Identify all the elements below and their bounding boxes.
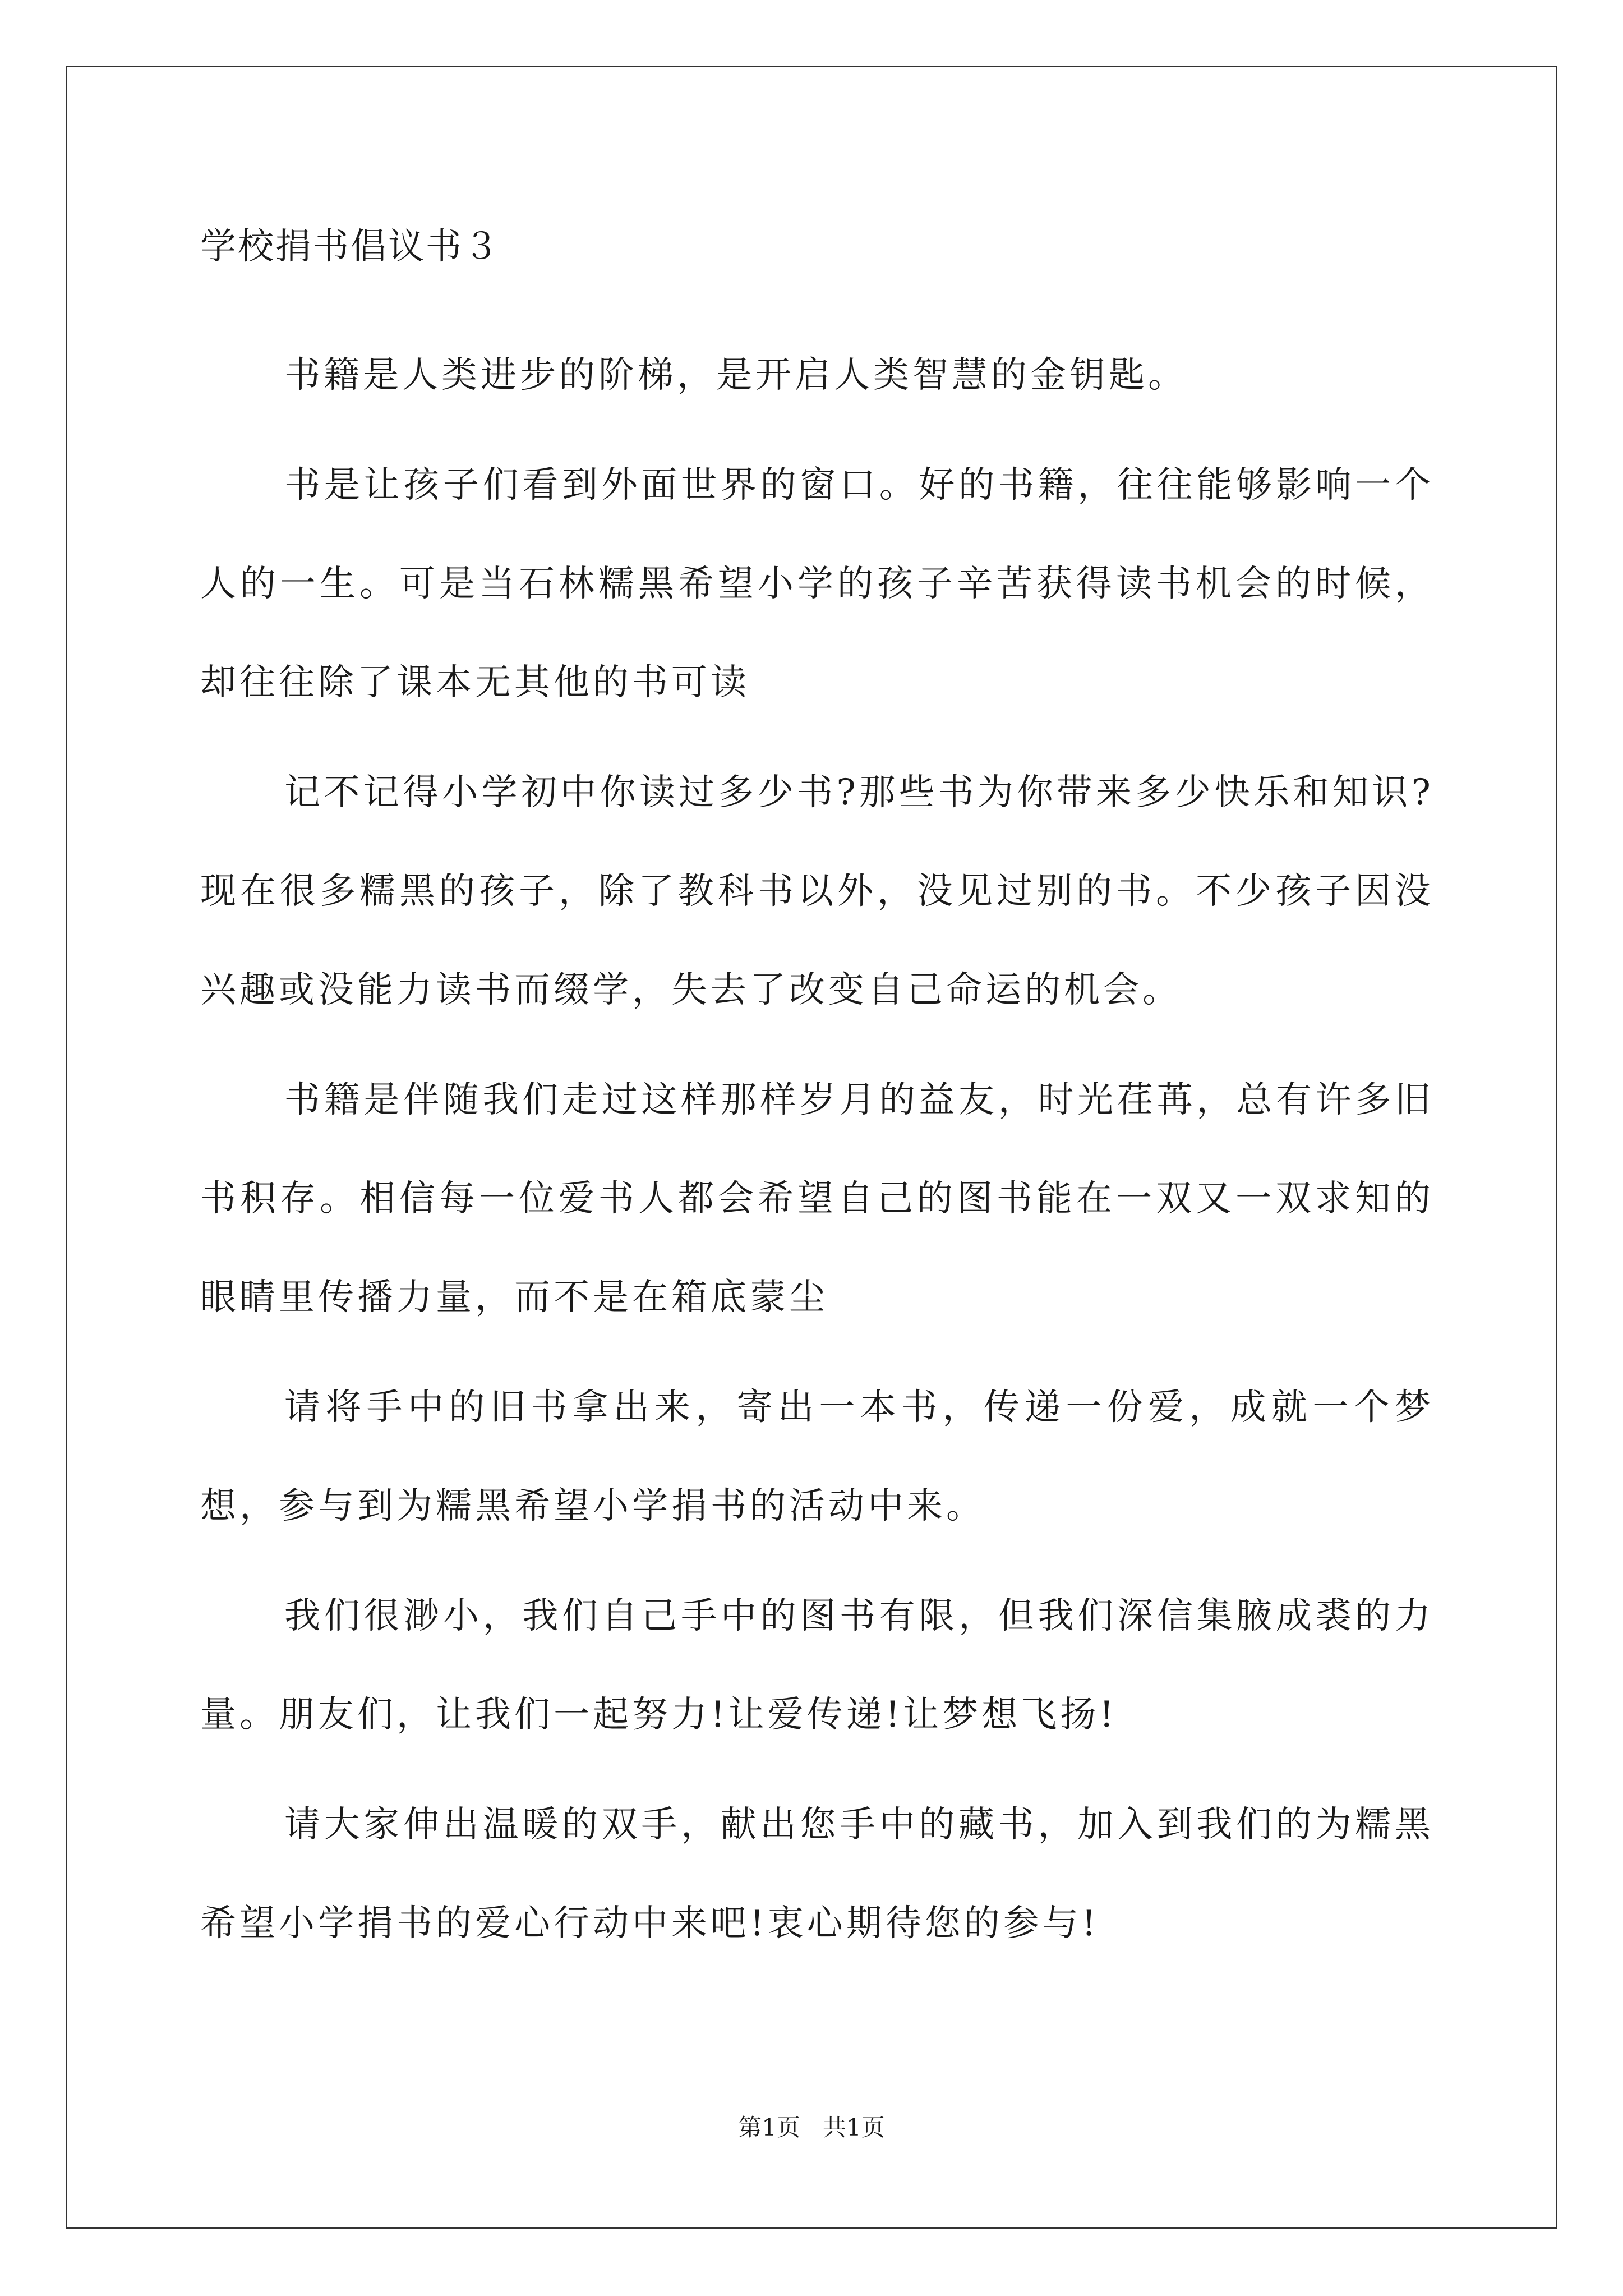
paragraph-1: 书籍是人类进步的阶梯，是开启人类智慧的金钥匙。: [284, 355, 1187, 396]
paragraph-7: 请大家伸出温暖的双手，献出您手中的藏书，加入到我们的为糯黑希望小学捐书的爱心行动中来吧!衷心期待您的参与!: [200, 1804, 1434, 1944]
paragraph-5: 请将手中的旧书拿出来，寄出一本书，传递一份爱，成就一个梦想，参与到为糯黑希望小学捐书的活动中来。: [200, 1387, 1434, 1527]
document-body: [200, 222, 1434, 1984]
paragraph-4: 书籍是伴随我们走过这样那样岁月的益友，时光荏苒，总有许多旧书积存。相信每一位爱书人都会希望自己的图书能在一双又一双求知的眼睛里传播力量，而不是在箱底蒙尘: [200, 1079, 1434, 1318]
paragraph-2: 书是让孩子们看到外面世界的窗口。好的书籍，往往能够影响一个人的一生。可是当石林糯黑希望小学的孩子辛苦获得读书机会的时候，却往往除了课本无其他的书可读: [200, 464, 1434, 703]
paragraph-6: 我们很渺小，我们自己手中的图书有限，但我们深信集腋成裘的力量。朋友们，让我们一起努力!让爱传递!让梦想飞扬!: [200, 1595, 1434, 1736]
document-title: 学校捐书倡议书３: [200, 226, 501, 268]
page-number-footer: 第1页 共1页: [738, 2114, 885, 2141]
paragraph-3: 记不记得小学初中你读过多少书?那些书为你带来多少快乐和知识?现在很多糯黑的孩子，除了教科书以外，没见过别的书。不少孩子因没兴趣或没能力读书而缀学，失去了改变自己命运的机会。: [200, 772, 1434, 1011]
